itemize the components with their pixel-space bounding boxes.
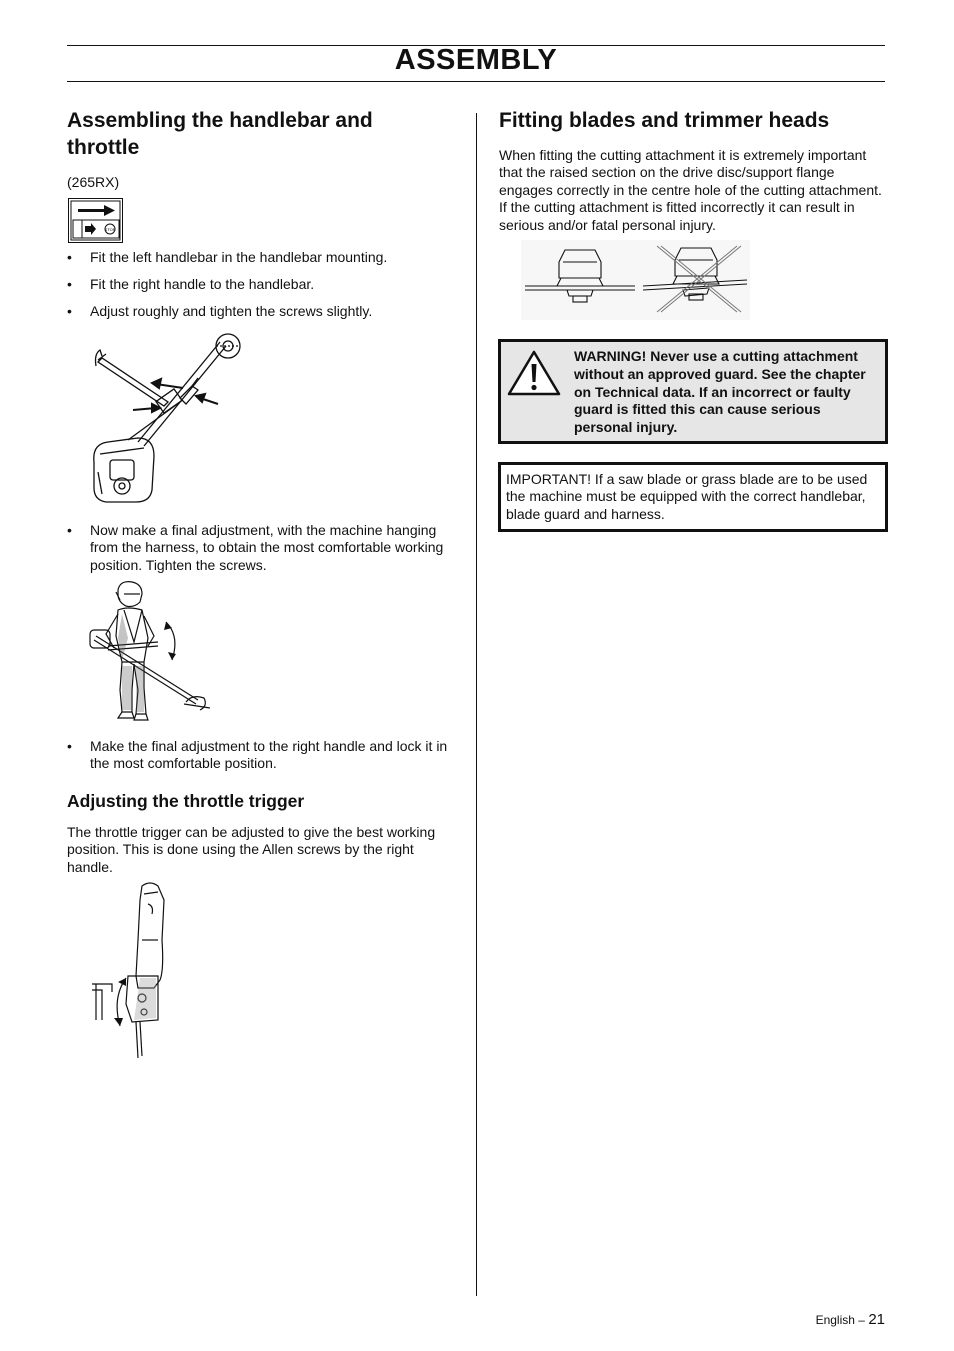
heading-line: throttle xyxy=(67,136,140,159)
list-item xyxy=(67,522,457,574)
bullet-icon: • xyxy=(67,738,72,754)
page-number: 21 xyxy=(868,1311,885,1328)
warning-line: personal injury. xyxy=(574,419,678,436)
bullet-icon: • xyxy=(67,249,72,265)
throttle-body-text xyxy=(67,824,462,876)
list-item xyxy=(67,738,457,773)
section-heading-throttle-trigger: Adjusting the throttle trigger xyxy=(67,791,305,811)
section-heading-fitting-blades: Fitting blades and trimmer heads xyxy=(499,109,830,132)
important-text xyxy=(506,471,881,523)
body-line: The throttle trigger can be adjusted to give the best working xyxy=(67,824,436,840)
body-line: When fitting the cutting attachment it is extremely important xyxy=(499,147,867,163)
bullet-text: Fit the left handlebar in the handlebar mounting. xyxy=(90,249,388,265)
body-line: handle. xyxy=(67,858,113,875)
column-divider xyxy=(476,113,477,1296)
bullet-text-line: from the harness, to obtain the most comfortable working xyxy=(90,539,444,556)
body-line: engages correctly in the centre hole of the cutting attachment. xyxy=(499,181,882,198)
warning-triangle-icon xyxy=(506,349,562,397)
footer-separator: – xyxy=(858,1313,865,1327)
body-line: If the cutting attachment is fitted incorrectly it can result in xyxy=(499,199,855,216)
bullet-text-line: Now make a final adjustment, with the machine hanging xyxy=(90,522,437,538)
fitting-body-text xyxy=(499,147,889,234)
section-heading-handlebar xyxy=(67,107,467,161)
header-bottom-rule xyxy=(67,81,885,82)
model-note: (265RX) xyxy=(67,174,120,190)
important-line: the machine must be equipped with the correct handlebar, xyxy=(506,488,866,505)
warning-line: on Technical data. If an incorrect or faulty xyxy=(574,383,851,400)
list-item xyxy=(67,249,457,266)
handlebar-assembly-illustration xyxy=(88,332,258,507)
throttle-handle-illustration xyxy=(88,880,178,1058)
bullet-icon: • xyxy=(67,522,72,538)
body-line: position. This is done using the Allen screws by the right xyxy=(67,841,414,858)
bullet-text-line: the most comfortable position. xyxy=(90,755,277,772)
operator-with-trimmer-illustration xyxy=(88,580,213,722)
heading-line: Assembling the handlebar and xyxy=(67,109,373,132)
body-line: that the raised section on the drive disc/support flange xyxy=(499,164,835,181)
bullet-text-line: Make the final adjustment to the right handle and lock it in xyxy=(90,738,448,754)
bullet-text: Adjust roughly and tighten the screws slightly. xyxy=(90,303,373,319)
warning-line: without an approved guard. See the chapter xyxy=(574,365,866,382)
list-item xyxy=(67,303,457,320)
bullet-text: Fit the right handle to the handlebar. xyxy=(90,276,315,292)
bullet-text-line: position. Tighten the screws. xyxy=(90,556,267,573)
warning-line: guard is fitted this can cause serious xyxy=(574,401,821,418)
bullet-icon: • xyxy=(67,276,72,292)
footer-language: English xyxy=(815,1313,855,1327)
important-box xyxy=(498,462,888,532)
warning-box xyxy=(498,339,888,444)
body-line: serious and/or fatal personal injury. xyxy=(499,216,716,233)
warning-text xyxy=(574,348,879,437)
assembly-arrow-icon xyxy=(68,198,123,243)
blade-fitting-illustration xyxy=(521,240,750,320)
warning-line: WARNING! Never use a cutting attachment xyxy=(574,348,858,364)
page-footer xyxy=(816,1311,885,1328)
svg-text:STOP: STOP xyxy=(104,227,116,232)
page-title: ASSEMBLY xyxy=(394,44,558,76)
important-line: blade guard and harness. xyxy=(506,505,665,522)
important-line: IMPORTANT! If a saw blade or grass blade are to be used xyxy=(506,471,868,487)
list-item xyxy=(67,276,457,293)
bullet-icon: • xyxy=(67,303,72,319)
